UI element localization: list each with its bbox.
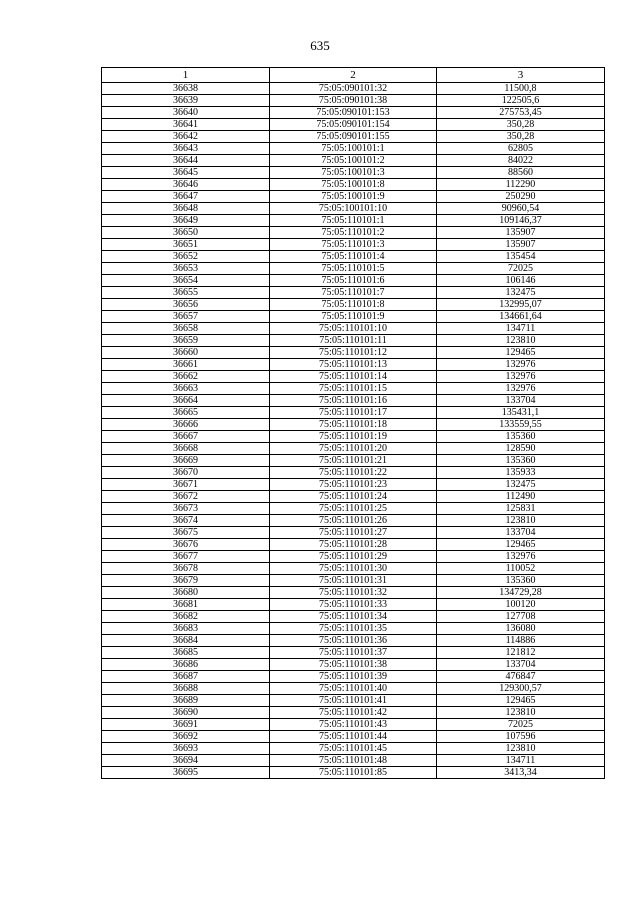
value-cell: 134661,64 — [437, 311, 605, 323]
table-row — [102, 671, 605, 683]
row-number-cell: 36695 — [102, 767, 270, 779]
row-number-cell: 36672 — [102, 491, 270, 503]
row-number-cell: 36678 — [102, 563, 270, 575]
table-row — [102, 359, 605, 371]
row-number-cell: 36660 — [102, 347, 270, 359]
value-cell: 123810 — [437, 515, 605, 527]
row-number-cell: 36679 — [102, 575, 270, 587]
table-row — [102, 311, 605, 323]
cadastral-number-cell: 75:05:110101:43 — [270, 719, 437, 731]
table-row — [102, 611, 605, 623]
table-row — [102, 455, 605, 467]
cadastral-number-cell: 75:05:110101:85 — [270, 767, 437, 779]
row-number-cell: 36670 — [102, 467, 270, 479]
value-cell: 123810 — [437, 743, 605, 755]
cadastral-number-cell: 75:05:100101:8 — [270, 179, 437, 191]
table-row — [102, 443, 605, 455]
cadastral-number-cell: 75:05:110101:44 — [270, 731, 437, 743]
table-row — [102, 479, 605, 491]
table-row — [102, 575, 605, 587]
value-cell: 121812 — [437, 647, 605, 659]
column-header-1: 1 — [102, 68, 270, 83]
value-cell: 84022 — [437, 155, 605, 167]
cadastral-number-cell: 75:05:110101:16 — [270, 395, 437, 407]
table-row — [102, 323, 605, 335]
table-row — [102, 707, 605, 719]
table-row — [102, 767, 605, 779]
table-row — [102, 419, 605, 431]
row-number-cell: 36671 — [102, 479, 270, 491]
cadastral-number-cell: 75:05:110101:9 — [270, 311, 437, 323]
value-cell: 110052 — [437, 563, 605, 575]
row-number-cell: 36683 — [102, 623, 270, 635]
table-row — [102, 227, 605, 239]
cadastral-number-cell: 75:05:110101:40 — [270, 683, 437, 695]
row-number-cell: 36663 — [102, 383, 270, 395]
value-cell: 114886 — [437, 635, 605, 647]
value-cell: 135360 — [437, 455, 605, 467]
row-number-cell: 36690 — [102, 707, 270, 719]
row-number-cell: 36646 — [102, 179, 270, 191]
value-cell: 250290 — [437, 191, 605, 203]
cadastral-number-cell: 75:05:110101:3 — [270, 239, 437, 251]
cadastral-number-cell: 75:05:110101:30 — [270, 563, 437, 575]
table-row — [102, 299, 605, 311]
value-cell: 133704 — [437, 527, 605, 539]
row-number-cell: 36649 — [102, 215, 270, 227]
cadastral-number-cell: 75:05:110101:26 — [270, 515, 437, 527]
value-cell: 106146 — [437, 275, 605, 287]
table-row — [102, 527, 605, 539]
row-number-cell: 36638 — [102, 83, 270, 95]
table-row — [102, 263, 605, 275]
row-number-cell: 36692 — [102, 731, 270, 743]
value-cell: 275753,45 — [437, 107, 605, 119]
cadastral-number-cell: 75:05:090101:155 — [270, 131, 437, 143]
cadastral-number-cell: 75:05:090101:32 — [270, 83, 437, 95]
row-number-cell: 36656 — [102, 299, 270, 311]
value-cell: 134729,28 — [437, 587, 605, 599]
value-cell: 136080 — [437, 623, 605, 635]
row-number-cell: 36647 — [102, 191, 270, 203]
cadastral-number-cell: 75:05:110101:27 — [270, 527, 437, 539]
row-number-cell: 36650 — [102, 227, 270, 239]
row-number-cell: 36664 — [102, 395, 270, 407]
row-number-cell: 36653 — [102, 263, 270, 275]
value-cell: 134711 — [437, 323, 605, 335]
value-cell: 72025 — [437, 719, 605, 731]
row-number-cell: 36666 — [102, 419, 270, 431]
value-cell: 11500,8 — [437, 83, 605, 95]
value-cell: 122505,6 — [437, 95, 605, 107]
cadastral-number-cell: 75:05:110101:34 — [270, 611, 437, 623]
row-number-cell: 36684 — [102, 635, 270, 647]
value-cell: 135360 — [437, 431, 605, 443]
row-number-cell: 36685 — [102, 647, 270, 659]
cadastral-number-cell: 75:05:100101:3 — [270, 167, 437, 179]
cadastral-number-cell: 75:05:110101:19 — [270, 431, 437, 443]
value-cell: 72025 — [437, 263, 605, 275]
row-number-cell: 36694 — [102, 755, 270, 767]
value-cell: 62805 — [437, 143, 605, 155]
value-cell: 132995,07 — [437, 299, 605, 311]
cadastral-number-cell: 75:05:110101:32 — [270, 587, 437, 599]
table-row — [102, 215, 605, 227]
value-cell: 132475 — [437, 479, 605, 491]
cadastral-number-cell: 75:05:110101:23 — [270, 479, 437, 491]
value-cell: 129465 — [437, 539, 605, 551]
cadastral-number-cell: 75:05:090101:153 — [270, 107, 437, 119]
table-row — [102, 83, 605, 95]
table-row — [102, 755, 605, 767]
table-row — [102, 179, 605, 191]
cadastral-number-cell: 75:05:110101:10 — [270, 323, 437, 335]
value-cell: 134711 — [437, 755, 605, 767]
cadastral-number-cell: 75:05:110101:45 — [270, 743, 437, 755]
table-row — [102, 251, 605, 263]
value-cell: 112490 — [437, 491, 605, 503]
table-row — [102, 623, 605, 635]
value-cell: 133704 — [437, 659, 605, 671]
value-cell: 135431,1 — [437, 407, 605, 419]
table-row — [102, 371, 605, 383]
value-cell: 100120 — [437, 599, 605, 611]
cadastral-number-cell: 75:05:110101:13 — [270, 359, 437, 371]
cadastral-number-cell: 75:05:110101:36 — [270, 635, 437, 647]
row-number-cell: 36643 — [102, 143, 270, 155]
table-row — [102, 659, 605, 671]
row-number-cell: 36658 — [102, 323, 270, 335]
cadastral-number-cell: 75:05:110101:11 — [270, 335, 437, 347]
value-cell: 132976 — [437, 383, 605, 395]
value-cell: 476847 — [437, 671, 605, 683]
row-number-cell: 36640 — [102, 107, 270, 119]
table-row — [102, 383, 605, 395]
table-row — [102, 719, 605, 731]
row-number-cell: 36669 — [102, 455, 270, 467]
table-body — [102, 83, 605, 779]
cadastral-number-cell: 75:05:110101:17 — [270, 407, 437, 419]
value-cell: 350,28 — [437, 119, 605, 131]
table-row — [102, 491, 605, 503]
value-cell: 129465 — [437, 695, 605, 707]
data-table — [101, 67, 605, 779]
table-row — [102, 467, 605, 479]
cadastral-number-cell: 75:05:100101:2 — [270, 155, 437, 167]
row-number-cell: 36682 — [102, 611, 270, 623]
table-row — [102, 239, 605, 251]
value-cell: 125831 — [437, 503, 605, 515]
cadastral-number-cell: 75:05:110101:2 — [270, 227, 437, 239]
value-cell: 132976 — [437, 371, 605, 383]
table-row — [102, 431, 605, 443]
row-number-cell: 36652 — [102, 251, 270, 263]
cadastral-number-cell: 75:05:090101:154 — [270, 119, 437, 131]
cadastral-number-cell: 75:05:110101:18 — [270, 419, 437, 431]
row-number-cell: 36688 — [102, 683, 270, 695]
table-row — [102, 119, 605, 131]
cadastral-number-cell: 75:05:100101:10 — [270, 203, 437, 215]
row-number-cell: 36657 — [102, 311, 270, 323]
row-number-cell: 36689 — [102, 695, 270, 707]
row-number-cell: 36654 — [102, 275, 270, 287]
page-number: 635 — [310, 38, 330, 53]
row-number-cell: 36693 — [102, 743, 270, 755]
table-row — [102, 143, 605, 155]
row-number-cell: 36641 — [102, 119, 270, 131]
cadastral-number-cell: 75:05:110101:39 — [270, 671, 437, 683]
value-cell: 135907 — [437, 227, 605, 239]
row-number-cell: 36639 — [102, 95, 270, 107]
value-cell: 350,28 — [437, 131, 605, 143]
row-number-cell: 36674 — [102, 515, 270, 527]
table-header — [102, 68, 605, 83]
table-row — [102, 587, 605, 599]
cadastral-number-cell: 75:05:110101:48 — [270, 755, 437, 767]
cadastral-number-cell: 75:05:110101:37 — [270, 647, 437, 659]
table-row — [102, 407, 605, 419]
table-row — [102, 347, 605, 359]
row-number-cell: 36677 — [102, 551, 270, 563]
table-row — [102, 95, 605, 107]
cadastral-number-cell: 75:05:110101:14 — [270, 371, 437, 383]
row-number-cell: 36644 — [102, 155, 270, 167]
table-row — [102, 599, 605, 611]
row-number-cell: 36691 — [102, 719, 270, 731]
table-row — [102, 515, 605, 527]
header-row — [102, 68, 605, 83]
row-number-cell: 36675 — [102, 527, 270, 539]
row-number-cell: 36673 — [102, 503, 270, 515]
row-number-cell: 36680 — [102, 587, 270, 599]
cadastral-number-cell: 75:05:110101:21 — [270, 455, 437, 467]
cadastral-number-cell: 75:05:110101:28 — [270, 539, 437, 551]
value-cell: 135360 — [437, 575, 605, 587]
table-row — [102, 731, 605, 743]
table-row — [102, 287, 605, 299]
cadastral-number-cell: 75:05:110101:33 — [270, 599, 437, 611]
value-cell: 132475 — [437, 287, 605, 299]
row-number-cell: 36687 — [102, 671, 270, 683]
value-cell: 129465 — [437, 347, 605, 359]
row-number-cell: 36676 — [102, 539, 270, 551]
table-row — [102, 695, 605, 707]
table-row — [102, 683, 605, 695]
row-number-cell: 36667 — [102, 431, 270, 443]
value-cell: 109146,37 — [437, 215, 605, 227]
value-cell: 123810 — [437, 335, 605, 347]
table-row — [102, 635, 605, 647]
cadastral-number-cell: 75:05:110101:20 — [270, 443, 437, 455]
value-cell: 135454 — [437, 251, 605, 263]
value-cell: 123810 — [437, 707, 605, 719]
row-number-cell: 36645 — [102, 167, 270, 179]
table-row — [102, 167, 605, 179]
column-header-2: 2 — [270, 68, 437, 83]
cadastral-number-cell: 75:05:110101:22 — [270, 467, 437, 479]
value-cell: 107596 — [437, 731, 605, 743]
column-header-3: 3 — [437, 68, 605, 83]
value-cell: 132976 — [437, 551, 605, 563]
cadastral-number-cell: 75:05:110101:25 — [270, 503, 437, 515]
table-row — [102, 155, 605, 167]
table-row — [102, 647, 605, 659]
row-number-cell: 36642 — [102, 131, 270, 143]
value-cell: 112290 — [437, 179, 605, 191]
cadastral-number-cell: 75:05:100101:9 — [270, 191, 437, 203]
row-number-cell: 36655 — [102, 287, 270, 299]
table-row — [102, 107, 605, 119]
cadastral-number-cell: 75:05:110101:15 — [270, 383, 437, 395]
table-row — [102, 203, 605, 215]
table-row — [102, 539, 605, 551]
table-row — [102, 563, 605, 575]
table-row — [102, 743, 605, 755]
row-number-cell: 36681 — [102, 599, 270, 611]
value-cell: 88560 — [437, 167, 605, 179]
cadastral-number-cell: 75:05:090101:38 — [270, 95, 437, 107]
value-cell: 135907 — [437, 239, 605, 251]
value-cell: 133704 — [437, 395, 605, 407]
table-row — [102, 503, 605, 515]
cadastral-number-cell: 75:05:110101:42 — [270, 707, 437, 719]
value-cell: 3413,34 — [437, 767, 605, 779]
table-row — [102, 191, 605, 203]
table-row — [102, 335, 605, 347]
table-row — [102, 131, 605, 143]
value-cell: 127708 — [437, 611, 605, 623]
cadastral-number-cell: 75:05:110101:1 — [270, 215, 437, 227]
value-cell: 129300,57 — [437, 683, 605, 695]
row-number-cell: 36661 — [102, 359, 270, 371]
table-row — [102, 275, 605, 287]
cadastral-number-cell: 75:05:110101:12 — [270, 347, 437, 359]
table-row — [102, 395, 605, 407]
row-number-cell: 36648 — [102, 203, 270, 215]
cadastral-number-cell: 75:05:110101:38 — [270, 659, 437, 671]
row-number-cell: 36659 — [102, 335, 270, 347]
row-number-cell: 36662 — [102, 371, 270, 383]
value-cell: 135933 — [437, 467, 605, 479]
cadastral-number-cell: 75:05:110101:6 — [270, 275, 437, 287]
cadastral-number-cell: 75:05:110101:41 — [270, 695, 437, 707]
cadastral-number-cell: 75:05:100101:1 — [270, 143, 437, 155]
row-number-cell: 36665 — [102, 407, 270, 419]
cadastral-number-cell: 75:05:110101:29 — [270, 551, 437, 563]
table-row — [102, 551, 605, 563]
cadastral-number-cell: 75:05:110101:5 — [270, 263, 437, 275]
cadastral-number-cell: 75:05:110101:24 — [270, 491, 437, 503]
cadastral-number-cell: 75:05:110101:7 — [270, 287, 437, 299]
row-number-cell: 36668 — [102, 443, 270, 455]
cadastral-number-cell: 75:05:110101:8 — [270, 299, 437, 311]
value-cell: 128590 — [437, 443, 605, 455]
cadastral-number-cell: 75:05:110101:31 — [270, 575, 437, 587]
cadastral-number-cell: 75:05:110101:35 — [270, 623, 437, 635]
value-cell: 90960,54 — [437, 203, 605, 215]
value-cell: 132976 — [437, 359, 605, 371]
cadastral-number-cell: 75:05:110101:4 — [270, 251, 437, 263]
row-number-cell: 36686 — [102, 659, 270, 671]
value-cell: 133559,55 — [437, 419, 605, 431]
row-number-cell: 36651 — [102, 239, 270, 251]
